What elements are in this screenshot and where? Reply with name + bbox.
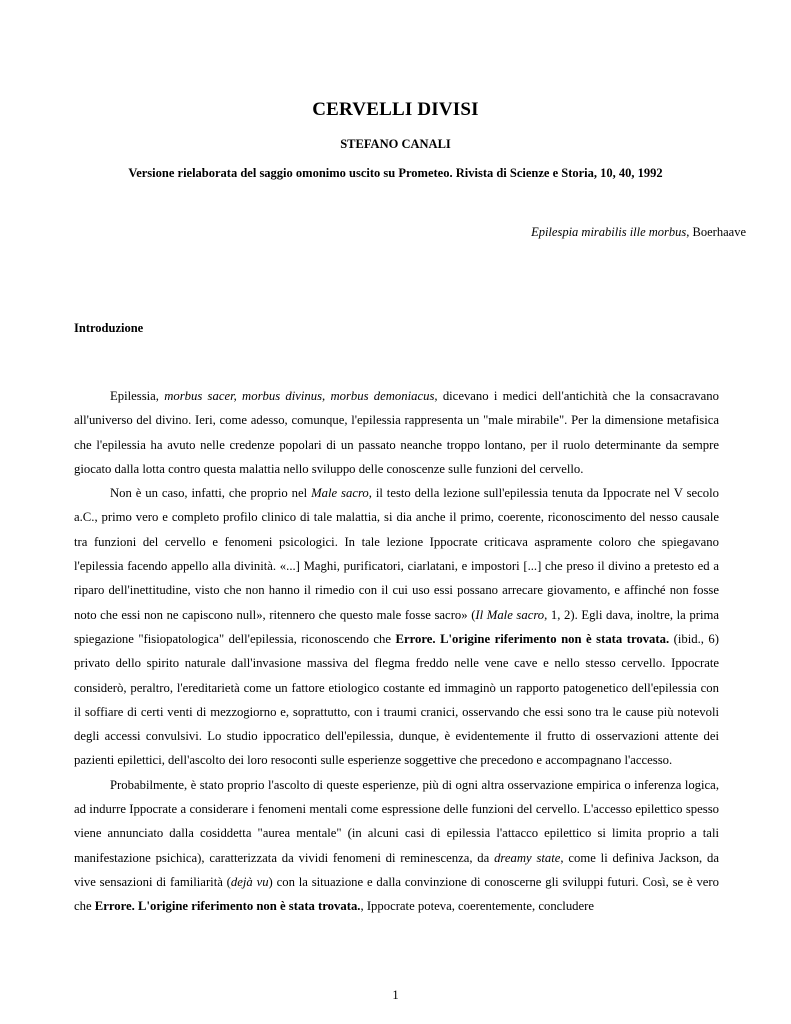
text-run: , Ippocrate poteva, coerentemente, concludere	[360, 899, 595, 914]
text-run: , 1, 2). Egli dava, inoltre, la prima spiegazione "fisiopatologica" dell'epilessia, riconoscendo che	[74, 607, 719, 646]
text-run: Epilessia,	[110, 389, 165, 403]
paragraph	[74, 773, 719, 919]
epigraph	[531, 225, 746, 240]
reference-error-text: Errore. L'origine riferimento non è stata trovata.	[94, 899, 361, 914]
italic-text: morbus sacer, morbus divinus, morbus demoniacus	[164, 389, 435, 403]
reference-error-text: Errore. L'origine riferimento non è stata trovata.	[395, 631, 670, 646]
text-run: (ibid., 6) privato dello spirito naturale dall'invasione massiva del flegma freddo nelle vene cave e nello stesso cervello. Ippocrate considerò, peraltro, l'ereditarietà come un fattore etiologico costante ed immaginò un rapporto patogenetico dell'epilessia con il soffiare di certi venti di mezzogiorno e, soprattutto, con i traumi cranici, osservando che essi sono tra le cause più notevoli degli accessi convulsivi. Lo studio ippocratico dell'epilessia, dunque, è evidentemente il frutto di osservazioni attente dei pazienti epilettici, dell'ascolto dei loro resoconti sulle esperienze soggettive che precedono e accompagnano l'accesso.	[74, 631, 719, 768]
italic-text: Male sacro	[311, 486, 369, 501]
document-author: STEFANO CANALI	[340, 137, 451, 151]
epigraph-quote: Epilespia mirabilis ille morbus	[531, 225, 687, 239]
text-run: Non è un caso, infatti, che proprio nel	[110, 486, 312, 501]
text-run: Probabilmente, è stato proprio l'ascolto di queste esperienze, più di ogni altra osservazione empirica o inferenza logica, ad indurre Ippocrate a considerare i fenomeni mentali come espressione delle funzioni del cervello. L'accesso epilettico spesso viene annunciato dalla cosiddetta "aurea mentale" (in alcuni casi di epilessia l'attacco epilettico si limita proprio a tali manifestazione psichica), caratterizzata da vividi fenomeni di reminescenza, da	[74, 777, 719, 865]
epigraph-attribution: , Boerhaave	[686, 225, 746, 239]
document-title: CERVELLI DIVISI	[312, 99, 479, 120]
text-run: ) con la situazione e dalla convinzione di conoscerne gli sviluppi futuri. Così, se è vero che	[74, 874, 719, 914]
text-run: , dicevano i medici dell'antichità che la consacravano all'universo del divino. Ieri, come adesso, comunque, l'epilessia rappresenta un "male mirabile". Per la dimensione metafisica che l'epilessia ha avuto nelle credenze popolari di un passato neanche troppo lontano, per il ruolo determinante da sempre giocato dalla lotta contro questa malattia nello sviluppo delle conoscenze sulle funzioni del cervello.	[74, 389, 719, 476]
paragraph	[74, 384, 719, 481]
italic-text: dejà vu	[230, 874, 269, 889]
body-text	[74, 384, 719, 919]
page-number: 1	[392, 988, 399, 1002]
text-run: , il testo della lezione sull'epilessia tenuta da Ippocrate nel V secolo a.C., primo vero e completo profilo clinico di tale malattia, si dia anche il primo, coerente, riconoscimento del nesso causale tra funzioni del cervello e fenomeni psicologici. In tale lezione Ippocrate criticava aspramente coloro che spiegavano l'epilessia facendo appello alla divinità. «...] Maghi, purificatori, ciarlatani, e impostori [...] che preso il divino a pretesto ed a riparo dell'inettitudine, visto che non hanno il rimedio con il cui uso essi possano arrecare giovamento, e affinché non fosse noto che essi non ne capiscono null», ritennero che questo male fosse sacro» (	[74, 486, 719, 622]
document-subtitle: Versione rielaborata del saggio omonimo uscito su Prometeo. Rivista di Scienze e Storia, 10, 40, 1992	[128, 166, 663, 180]
section-heading: Introduzione	[74, 321, 144, 335]
italic-text: Il Male sacro	[475, 607, 545, 622]
text-run: , come li definiva Jackson, da vive sensazioni di familiarità (	[74, 850, 719, 889]
paragraph	[74, 481, 719, 773]
italic-text: dreamy state	[494, 850, 561, 865]
